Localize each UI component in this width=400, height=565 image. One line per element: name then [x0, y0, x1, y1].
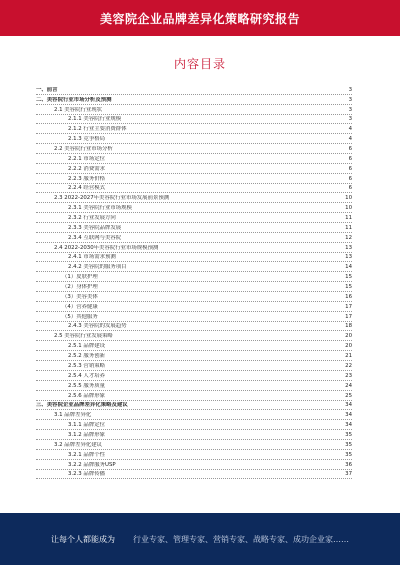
toc-entry-page: 14: [345, 264, 352, 271]
toc-entry-title: 2.5 美容院行业发展策略: [54, 333, 113, 340]
toc-entry-title: 3.2.3 品牌传播: [68, 471, 105, 478]
toc-entry-page: 3: [348, 106, 352, 113]
toc-entry[interactable]: [36, 391, 352, 401]
toc-entry[interactable]: [36, 213, 352, 223]
toc-entry-page: 6: [348, 185, 352, 192]
toc-entry-page: 3: [348, 116, 352, 123]
toc-entry-title: 2.4 2022-2030年美容院行业市场规模预测: [54, 244, 159, 251]
toc-entry-title: （2）身体护理: [62, 284, 98, 291]
toc-entry-title: 3.1 品牌差异化: [54, 412, 92, 419]
toc-entry-page: 24: [345, 382, 352, 389]
toc-entry-title: 2.5.3 营销策略: [68, 362, 105, 369]
toc-entry[interactable]: [36, 361, 352, 371]
header-banner: [0, 0, 400, 36]
toc-entry-page: 17: [345, 303, 352, 310]
report-title: 美容院企业品牌差异化策略研究报告: [99, 11, 300, 26]
toc-entry[interactable]: [36, 470, 352, 480]
toc-entry-title: 2.5.6 品牌形象: [68, 392, 105, 399]
toc-entry[interactable]: [36, 351, 352, 361]
toc-entry-page: 15: [345, 274, 352, 281]
toc-entry[interactable]: [36, 203, 352, 213]
toc-entry-page: 6: [348, 146, 352, 153]
toc-entry-title: 一、前言: [36, 86, 58, 93]
toc-entry[interactable]: [36, 292, 352, 302]
toc-entry[interactable]: [36, 233, 352, 243]
toc-entry[interactable]: [36, 184, 352, 194]
footer-banner: [0, 513, 400, 565]
toc-entry-page: 4: [348, 126, 352, 133]
toc-entry-title: 2.5.4 人才培养: [68, 372, 105, 379]
toc-entry-page: 37: [345, 471, 352, 478]
toc-entry-page: 36: [345, 461, 352, 468]
toc-entry-title: 三、美容院企业品牌差异化策略及建议: [36, 402, 128, 409]
toc-entry-page: 13: [345, 254, 352, 261]
toc-entry[interactable]: [36, 144, 352, 154]
toc-entry-title: 3.1.2 品牌形象: [68, 431, 105, 438]
toc-entry-title: 2.3.2 行业发展方向: [68, 215, 116, 222]
toc-entry-title: 2.4.3 美容院的发展趋势: [68, 323, 127, 330]
toc-entry-title: （3）美容美体: [62, 293, 98, 300]
toc-entry-title: 2.1.2 行业主要消费群体: [68, 126, 127, 133]
toc-entry-title: 2.1.1 美容院行业规模: [68, 116, 122, 123]
toc-entry-title: （4）营养健康: [62, 303, 98, 310]
toc-entry[interactable]: [36, 282, 352, 292]
table-of-contents: [36, 85, 352, 479]
toc-entry-page: 15: [345, 284, 352, 291]
toc-entry-page: 18: [345, 323, 352, 330]
toc-entry-title: 2.5.5 服务质量: [68, 382, 105, 389]
toc-entry-page: 35: [345, 451, 352, 458]
toc-entry[interactable]: [36, 105, 352, 115]
toc-entry[interactable]: [36, 115, 352, 125]
toc-entry-title: 3.2.2 品牌服务USP: [68, 461, 116, 468]
toc-entry-page: 6: [348, 175, 352, 182]
toc-entry[interactable]: [36, 193, 352, 203]
toc-entry-page: 12: [345, 234, 352, 241]
toc-entry-title: 3.2.1 品牌个性: [68, 451, 105, 458]
toc-entry-title: 2.2 美容院行业市场分析: [54, 146, 113, 153]
toc-entry-title: 2.5.1 品牌建设: [68, 343, 105, 350]
toc-entry-page: 25: [345, 392, 352, 399]
footer-slogan-left: 让每个人都能成为: [51, 534, 115, 544]
toc-entry-page: 34: [345, 402, 352, 409]
toc-entry-title: 2.2.1 市场定位: [68, 155, 105, 162]
toc-entry[interactable]: [36, 440, 352, 450]
toc-entry-page: 10: [345, 195, 352, 202]
toc-entry[interactable]: [36, 95, 352, 105]
toc-entry-title: 3.2 品牌差异化建议: [54, 441, 103, 448]
toc-heading: 内容目录: [173, 57, 226, 71]
toc-entry-page: 34: [345, 412, 352, 419]
toc-entry-title: 2.1 美容院行业现状: [54, 106, 103, 113]
toc-entry[interactable]: [36, 341, 352, 351]
toc-entry-title: 2.5.2 服务创新: [68, 353, 105, 360]
toc-entry-title: 二、美容院行业市场分析及预测: [36, 96, 112, 103]
toc-entry-title: 2.4.1 市场需求预测: [68, 254, 116, 261]
toc-entry[interactable]: [36, 371, 352, 381]
toc-entry-title: 2.3 2022-2027年美容院行业市场发展前景预测: [54, 195, 170, 202]
toc-entry-title: 2.2.4 经营模式: [68, 185, 105, 192]
toc-entry[interactable]: [36, 85, 352, 95]
toc-entry-page: 20: [345, 343, 352, 350]
toc-entry-title: 2.3.3 美容院品牌发展: [68, 224, 122, 231]
toc-entry-title: 2.2.2 消费需求: [68, 165, 105, 172]
toc-entry[interactable]: [36, 331, 352, 341]
toc-entry-page: 20: [345, 333, 352, 340]
toc-entry-page: 21: [345, 353, 352, 360]
toc-entry[interactable]: [36, 420, 352, 430]
toc-entry[interactable]: [36, 401, 352, 411]
toc-entry[interactable]: [36, 381, 352, 391]
toc-entry[interactable]: [36, 312, 352, 322]
toc-entry-page: 13: [345, 244, 352, 251]
toc-entry[interactable]: [36, 302, 352, 312]
footer-slogan-right: 行业专家、管理专家、营销专家、战略专家、成功企业家……: [133, 534, 349, 544]
toc-entry-page: 22: [345, 362, 352, 369]
toc-entry-page: 3: [348, 86, 352, 93]
toc-entry-page: 11: [345, 224, 352, 231]
toc-entry-title: 2.2.3 服务价格: [68, 175, 105, 182]
toc-entry[interactable]: [36, 154, 352, 164]
toc-entry[interactable]: [36, 134, 352, 144]
toc-entry-page: 17: [345, 313, 352, 320]
toc-entry[interactable]: [36, 124, 352, 134]
toc-entry[interactable]: [36, 272, 352, 282]
toc-entry-page: 23: [345, 372, 352, 379]
toc-entry[interactable]: [36, 322, 352, 332]
toc-entry-title: 2.3.4 互联网与美容院: [68, 234, 122, 241]
toc-entry-page: 35: [345, 441, 352, 448]
toc-entry-page: 11: [345, 215, 352, 222]
toc-entry[interactable]: [36, 174, 352, 184]
toc-entry-title: （1）皮肤护理: [62, 274, 98, 281]
toc-entry-page: 6: [348, 165, 352, 172]
toc-entry[interactable]: [36, 410, 352, 420]
toc-entry-title: 2.4.2 美容院的服务项目: [68, 264, 127, 271]
toc-entry-page: 16: [345, 293, 352, 300]
toc-entry-page: 34: [345, 422, 352, 429]
toc-entry[interactable]: [36, 460, 352, 470]
toc-entry[interactable]: [36, 164, 352, 174]
toc-entry[interactable]: [36, 430, 352, 440]
toc-entry-title: 2.3.1 美容院行业市场规模: [68, 205, 132, 212]
toc-entry-title: （5）其他服务: [62, 313, 98, 320]
toc-entry[interactable]: [36, 450, 352, 460]
toc-entry[interactable]: [36, 243, 352, 253]
toc-entry-page: 10: [345, 205, 352, 212]
toc-entry-page: 35: [345, 431, 352, 438]
toc-entry[interactable]: [36, 223, 352, 233]
toc-entry-title: 3.1.1 品牌定位: [68, 422, 105, 429]
toc-entry-page: 6: [348, 155, 352, 162]
toc-entry-page: 4: [348, 136, 352, 143]
toc-entry-page: 3: [348, 96, 352, 103]
toc-entry-title: 2.1.3 竞争格局: [68, 136, 105, 143]
toc-entry[interactable]: [36, 253, 352, 263]
toc-entry[interactable]: [36, 262, 352, 272]
